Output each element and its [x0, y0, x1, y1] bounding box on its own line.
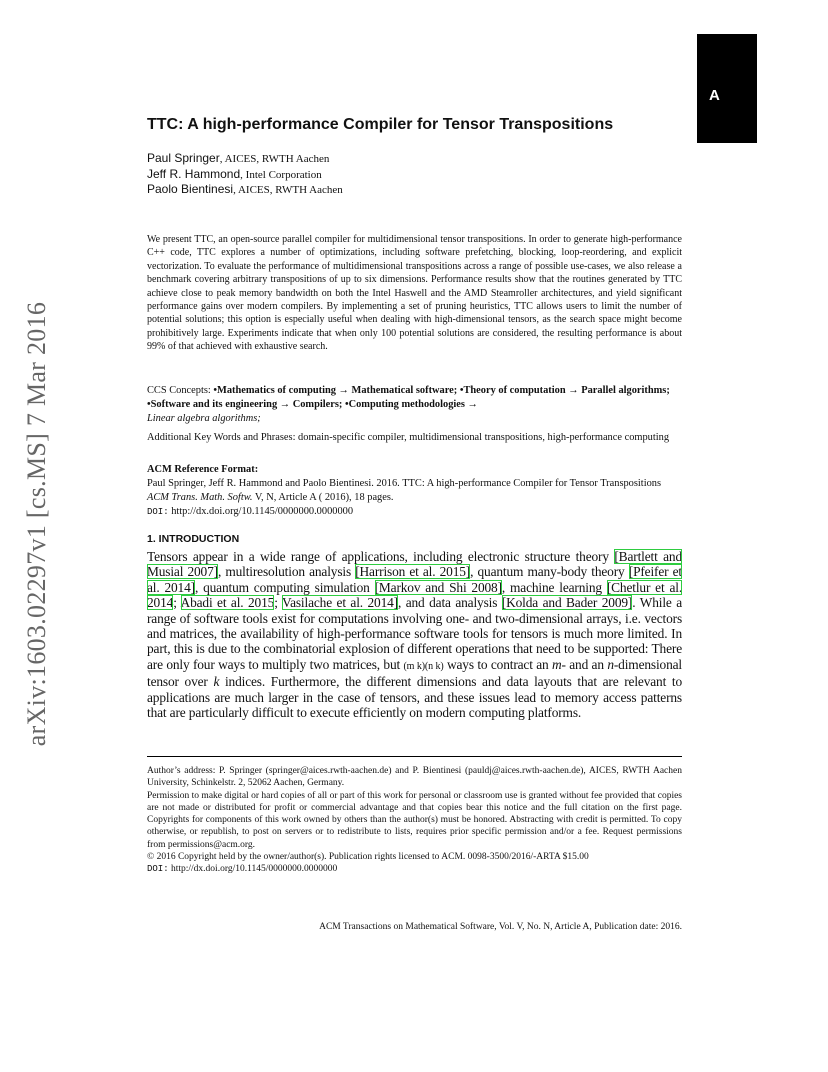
- ccs-label: CCS Concepts:: [147, 385, 214, 396]
- author-affiliation: , AICES, RWTH Aachen: [219, 153, 330, 165]
- math-variable: m: [551, 656, 562, 672]
- binomial-coefficient: (n k): [424, 660, 444, 672]
- ccs-concepts: [147, 384, 682, 426]
- citation-link[interactable]: [Bartlett and Musial 2007]: [147, 549, 682, 580]
- author-name: Paolo Bientinesi: [147, 182, 234, 196]
- abstract: We present TTC, an open-source parallel compiler for multidimensional tensor transpositions. In order to generate high-performance C++ code, TTC explores a number of optimizations, including software prefetching, blocking, loop-reordering, and explicit vectorization. To evaluate the performance of multidimensional transpositions across a range of possible use-cases, we also release a benchmark covering arbitrary transpositions of up to six dimensions. Performance results show that the routines generated by TTC achieve close to peak memory bandwidth on both the Intel Haswell and the AMD Steamroller architectures, and yield significant performance gains over modern compilers. By implementing a set of pruning heuristics, TTC allows users to limit the number of potential solutions; this option is especially useful when dealing with high-dimensional tensors, as the search space might become prohibitively large. Experiments indicate that when only 100 potential solutions are considered, the resulting performance is about 99% of that achieved with exhaustive search.: [147, 234, 682, 353]
- body-text: ways to contract an: [443, 656, 552, 672]
- body-text: ;: [173, 595, 181, 611]
- body-text: ;: [274, 595, 283, 611]
- reference-citation: Paul Springer, Jeff R. Hammond and Paolo Bientinesi. 2016. TTC: A high-performance Compiler for Tensor Transpositions: [147, 478, 662, 489]
- citation-link[interactable]: [Chetlur et al. 2014: [147, 579, 683, 611]
- corner-tab-label: A: [709, 87, 720, 104]
- author-list: [147, 151, 682, 198]
- author-name: Paul Springer: [147, 151, 220, 165]
- permission-notice: Permission to make digital or hard copies of all or part of this work for personal or classroom use is granted without fee provided that copies are not made or distributed for profit or commercial advantage and that copies bear this notice and the full citation on the first page. Copyrights for components of this work owned by others than the author(s) must be honored. Abstracting with credit is permitted. To copy otherwise, or republish, to post on servers or to redistribute to lists, requires prior specific permission and/or a fee. Request permissions from permissions@acm.org.: [147, 790, 682, 850]
- body-text: -dimensional tensor over: [147, 656, 682, 690]
- reference-heading: ACM Reference Format:: [147, 464, 259, 475]
- body-text: , and data analysis: [397, 595, 502, 611]
- author: [147, 182, 682, 198]
- author-name: Jeff R. Hammond: [147, 166, 241, 181]
- running-footer: ACM Transactions on Mathematical Software, Vol. V, No. N, Article A, Publication date: 2016.: [319, 922, 682, 932]
- body-text: , quantum many-body theory: [470, 564, 629, 580]
- copyright-notice: © 2016 Copyright held by the owner/author(s). Publication rights licensed to ACM. 0098-3500/2016/-ARTA $15.00: [147, 852, 589, 863]
- author: [147, 167, 682, 183]
- reference-details: V, N, Article A ( 2016), 18 pages.: [252, 492, 394, 503]
- math-variable: k: [213, 674, 220, 690]
- author-address: Author’s address: P. Springer (springer@aices.rwth-aachen.de) and P. Bientinesi (pauldj@aices.rwth-aachen.de), AICES, RWTH Aachen University, Schinkelstr. 2, 52062 Aachen, Germany.: [147, 766, 682, 789]
- doi-link[interactable]: http://dx.doi.org/10.1145/0000000.0000000: [168, 506, 354, 517]
- body-text: - and an: [561, 656, 608, 672]
- reference-text: [147, 477, 682, 505]
- binomial-coefficient: (m k): [403, 660, 425, 672]
- author: [147, 151, 682, 167]
- citation-link[interactable]: Vasilache et al. 2014]: [282, 595, 398, 611]
- citation-link[interactable]: [Markov and Shi 2008]: [374, 579, 502, 595]
- author-affiliation: , AICES, RWTH Aachen: [233, 184, 343, 196]
- reference-journal: ACM Trans. Math. Softw.: [147, 492, 253, 503]
- citation-link[interactable]: [Kolda and Bader 2009]: [501, 595, 633, 611]
- reference-doi: [147, 505, 682, 519]
- acm-reference: [147, 463, 682, 519]
- footnote-doi: [147, 863, 682, 875]
- corner-tab: [697, 34, 757, 143]
- body-text: . While a range of software tools exist for computations involving one- and two-dimensional arrays, i.e. vectors and matrices, the availability of high-performance software tools for tensors is much more limited. In part, this is due to the combinatorial explosion of different operations that need to be supported: There are only four ways to multiply two matrices, but: [147, 595, 683, 672]
- body-text: , multiresolution analysis: [217, 564, 356, 580]
- citation-link[interactable]: [Pfeifer et al. 2014]: [147, 564, 682, 595]
- keywords: Additional Key Words and Phrases: domain-specific compiler, multidimensional transpositions, high-performance computing: [147, 432, 670, 443]
- citation-link[interactable]: [Harrison et al. 2015]: [355, 564, 471, 580]
- author-affiliation: , Intel Corporation: [240, 168, 322, 181]
- section-heading: 1. INTRODUCTION: [147, 533, 240, 545]
- ccs-terms: •Mathematics of computing → Mathematical software; •Theory of computation → Parallel algorithms; •Software and its engineering → Compilers; •Computing methodologies →: [147, 385, 670, 410]
- math-variable: n: [607, 656, 614, 672]
- body-text: , quantum computing simulation: [194, 579, 375, 595]
- paper-title: TTC: A high-performance Compiler for Tensor Transpositions: [147, 116, 614, 133]
- arxiv-stamp-text: arXiv:1603.02297v1 [cs.MS] 7 Mar 2016: [22, 301, 51, 747]
- body-text: , machine learning: [501, 579, 607, 595]
- introduction-paragraph: [147, 549, 682, 720]
- doi-label: DOI:: [147, 864, 169, 875]
- doi-label: DOI:: [147, 507, 169, 517]
- citation-link[interactable]: Abadi et al. 2015: [180, 595, 275, 611]
- ccs-terms-italic: Linear algebra algorithms;: [147, 413, 261, 424]
- body-text: indices. Furthermore, the different dimensions and data layouts that are relevant to applications are much larger in the case of tensors, and these issues lead to memory access patterns that are particularly difficult to execute efficiently on modern computing platforms.: [147, 674, 682, 721]
- doi-link[interactable]: http://dx.doi.org/10.1145/0000000.0000000: [168, 864, 338, 875]
- footnote-rule: [147, 756, 682, 757]
- footnote: [147, 765, 682, 876]
- body-text: Tensors appear in a wide range of applications, including electronic structure theory: [147, 549, 615, 564]
